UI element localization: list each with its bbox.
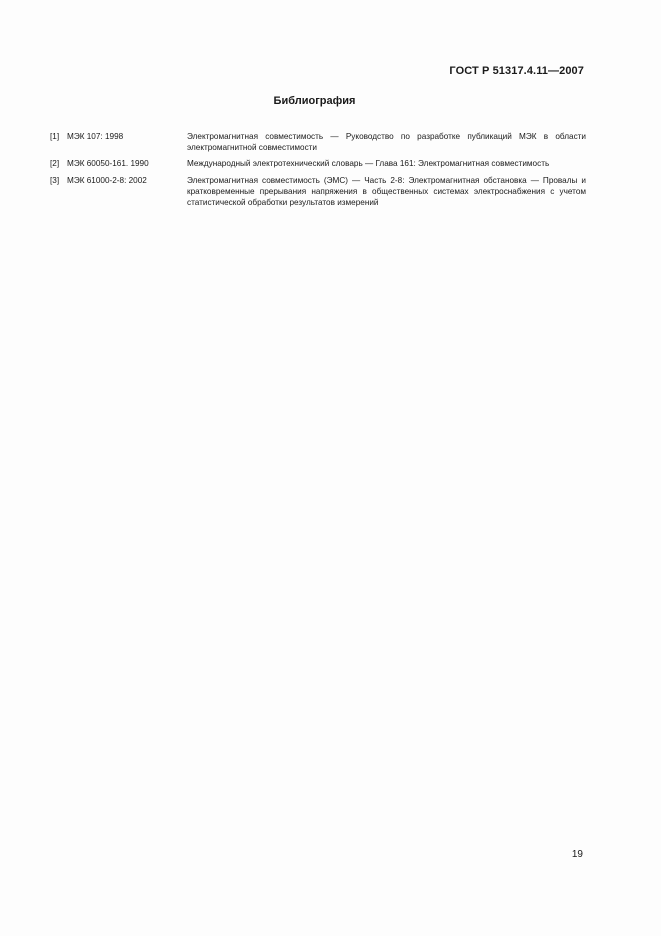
section-title: Библиография xyxy=(273,95,356,107)
bibliography-entry xyxy=(50,131,586,153)
page-number: 19 xyxy=(571,849,583,860)
bibliography-list xyxy=(50,131,586,213)
entry-number: [1] xyxy=(50,132,60,141)
entry-number: [3] xyxy=(50,175,60,185)
bibliography-entry xyxy=(50,175,586,209)
entry-reference: МЭК 61000-2-8: 2002 xyxy=(67,175,147,185)
document-code: ГОСТ Р 51317.4.11—2007 xyxy=(449,65,584,77)
entry-reference: МЭК 107: 1998 xyxy=(67,132,124,141)
entry-number: [2] xyxy=(50,159,60,169)
bibliography-entry xyxy=(50,158,586,169)
entry-title: Электромагнитная совместимость — Руководство по разработке публикаций МЭК в области электромагнитной совместимости xyxy=(187,132,586,153)
entry-title: Электромагнитная совместимость (ЭМС) — Часть 2-8: Электромагнитная обстановка — Провалы и кратковременные прерывания напряжения в общественных системах электроснабжения с учетом статистической обработки результатов измерений xyxy=(187,175,586,208)
entry-title: Международный электротехнический словарь — Глава 161: Электромагнитная совместимость xyxy=(187,159,550,169)
entry-reference: МЭК 60050-161. 1990 xyxy=(67,159,149,169)
